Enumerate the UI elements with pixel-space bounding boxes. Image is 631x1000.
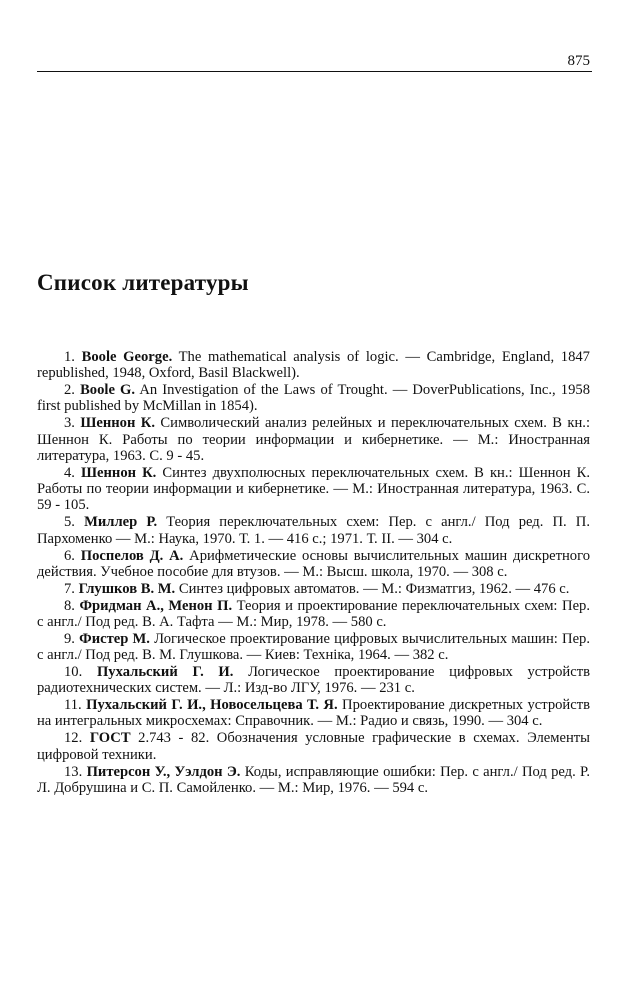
reference-text: Синтез цифровых автоматов. — М.: Физматгиз, 1962. — 476 с. <box>178 580 570 597</box>
reference-number: 5. <box>64 514 75 531</box>
reference-text: 2.743 - 82. Обозначения условные графические в схемах. Элементы цифровой техники. <box>37 730 590 763</box>
reference-text: Символический анализ релейных и переключательных схем. В кн.: Шеннон К. Работы по теории информации и кибернетике. — М.: Иностранная литература, 1963. С. 9 - 45. <box>37 415 590 464</box>
reference-list <box>37 349 590 797</box>
page-number: 875 <box>567 53 590 69</box>
reference-authors: ГОСТ <box>89 730 131 747</box>
reference-entry <box>37 598 590 631</box>
reference-authors: Шеннон К. <box>80 415 156 432</box>
reference-number: 4. <box>64 464 75 481</box>
reference-authors: Фистер М. <box>79 630 150 647</box>
reference-text: The mathematical analysis of logic. — Cambridge, England, 1847 republished, 1948, Oxford, Basil Blackwell). <box>37 349 590 382</box>
section-title: Список литературы <box>37 270 249 295</box>
reference-entry <box>37 730 590 763</box>
reference-number: 7. <box>64 580 75 597</box>
reference-entry <box>37 349 590 382</box>
reference-number: 13. <box>64 763 83 780</box>
reference-text: Теория и проектирование переключательных схем: Пер. с англ./ Под ред. В. А. Тафта — М.: Мир, 1978. — 580 с. <box>37 597 590 630</box>
reference-text: Арифметические основы вычислительных машин дискретного действия. Учебное пособие для втузов. — М.: Высш. школа, 1970. — 308 с. <box>37 547 590 580</box>
reference-entry <box>37 514 590 547</box>
reference-entry <box>37 631 590 664</box>
header-rule <box>37 71 592 72</box>
reference-entry <box>37 764 590 797</box>
reference-number: 1. <box>64 349 75 365</box>
reference-authors: Пухальский Г. И., Новосельцева Т. Я. <box>86 697 338 714</box>
reference-text: Теория переключательных схем: Пер. с англ./ Под ред. П. П. Пархоменко — М.: Наука, 1970. Т. 1. — 416 с.; 1971. Т. II. — 304 с. <box>37 514 590 547</box>
reference-authors: Миллер Р. <box>84 514 158 531</box>
reference-number: 9. <box>64 630 75 647</box>
reference-authors: Boole George. <box>81 349 173 365</box>
reference-authors: Питерсон У., Уэлдон Э. <box>86 763 241 780</box>
reference-text: Логическое проектирование цифровых вычислительных машин: Пер. с англ./ Под ред. В. М. Глушкова. — Киев: Технiка, 1964. — 382 с. <box>37 630 591 664</box>
reference-number: 6. <box>64 547 75 564</box>
reference-authors: Шеннон К. <box>81 464 157 481</box>
reference-entry <box>37 548 590 581</box>
reference-number: 10. <box>64 663 83 680</box>
reference-authors: Поспелов Д. А. <box>80 547 184 564</box>
reference-entry <box>37 581 590 597</box>
reference-authors: Boole G. <box>80 382 136 399</box>
reference-authors: Глушков В. М. <box>78 580 176 597</box>
reference-entry <box>37 664 590 697</box>
reference-text: An Investigation of the Laws of Trought. — DoverPublications, Inc., 1958 first published by McMillan in 1854). <box>37 382 590 415</box>
reference-authors: Фридман А., Менон П. <box>79 597 233 614</box>
reference-text: Проектирование дискретных устройств на интегральных микросхемах: Справочник. — М.: Радио и связь, 1990. — 304 с. <box>37 697 590 730</box>
reference-entry <box>37 465 590 514</box>
reference-number: 3. <box>64 415 75 432</box>
reference-entry <box>37 697 590 730</box>
reference-text: Коды, исправляющие ошибки: Пер. с англ./ Под ред. Р. Л. Добрушина и С. П. Самойленко. — М.: Мир, 1976. — 594 с. <box>37 763 591 796</box>
reference-number: 12. <box>64 730 83 747</box>
reference-entry <box>37 382 590 415</box>
reference-entry <box>37 415 590 464</box>
reference-number: 2. <box>64 382 75 399</box>
reference-number: 11. <box>64 697 82 714</box>
reference-authors: Пухальский Г. И. <box>96 663 234 680</box>
reference-text: Синтез двухполюсных переключательных схем. В кн.: Шеннон К. Работы по теории информации и кибернетике. — М.: Иностранная литература, 1963. С. 59 - 105. <box>37 464 590 514</box>
reference-number: 8. <box>64 597 75 614</box>
reference-text: Логическое проектирование цифровых устройств радиотехнических систем. — Л.: Изд-во ЛГУ, 1976. — 231 с. <box>37 663 590 697</box>
